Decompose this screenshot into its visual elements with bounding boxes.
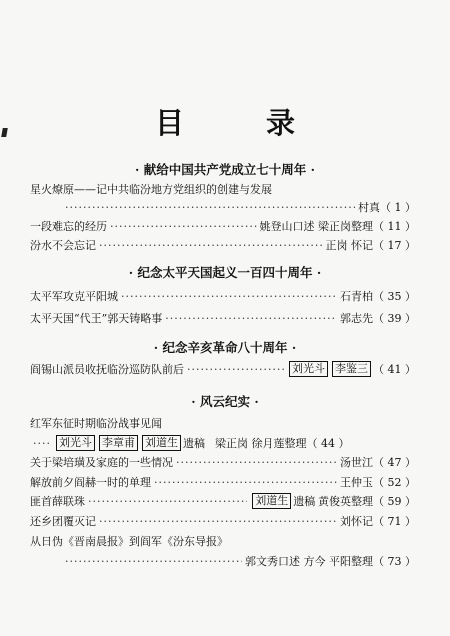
leader-dots (99, 239, 323, 252)
entry-title: 从日伪《晋南晨报》到阎军《汾东导报》 (30, 535, 228, 548)
entry-author: 黄俊英整理 (318, 495, 373, 508)
leader-dots (65, 555, 242, 568)
toc-entry-6 (30, 360, 416, 378)
entry-title: 太平天国“代王”郭天铸略事 (30, 312, 163, 325)
entry-title: 红军东征时期临汾战事见闻 (30, 417, 162, 430)
section-heading-xinhai-80: · 纪念辛亥革命八十周年 · (153, 340, 297, 355)
leader-dots (33, 437, 51, 450)
entry-page: （ 47 ） (373, 456, 416, 469)
leader-dots (110, 220, 257, 233)
boxed-name: 李鉴三 (332, 361, 371, 377)
toc-entry-7-ref (30, 434, 416, 452)
entry-title: 解放前夕阎赫一时的单理 (30, 476, 151, 489)
entry-author: 正岗 怀记 (325, 239, 373, 252)
toc-entry-10 (30, 492, 416, 510)
entry-page: （ 39 ） (373, 312, 416, 325)
entry-page: （ 17 ） (373, 239, 416, 252)
leader-dots (88, 495, 247, 508)
toc-entry-1-ref (62, 198, 416, 216)
entry-author: 刘怀记 (340, 515, 373, 528)
entry-author: 石青柏 (340, 290, 373, 303)
section-heading-fengyun: · 风云纪实 · (191, 394, 259, 409)
entry-title: 关于梁培璜及家庭的一些情况 (30, 456, 173, 469)
boxed-name: 李章甫 (99, 435, 138, 451)
entry-title: 还乡团覆灭记 (30, 515, 96, 528)
entry-author: 汤世江 (340, 456, 373, 469)
entry-page: （ 71 ） (373, 515, 416, 528)
entry-title: 汾水不会忘记 (30, 239, 96, 252)
entry-page: （ 44 ） (306, 437, 350, 450)
entry-page: （ 1 ） (380, 201, 416, 214)
leader-dots (154, 476, 337, 489)
entry-suffix: 遗稿 (183, 437, 205, 450)
entry-page: （ 73 ） (373, 555, 416, 568)
entry-author: 郭志先 (340, 312, 373, 325)
leader-dots (65, 201, 355, 214)
toc-entry-12-title (30, 532, 416, 550)
toc-entry-2 (30, 217, 416, 235)
entry-title: 星火燎原——记中共临汾地方党组织的创建与发展 (30, 183, 272, 196)
entry-page: （ 41 ） (373, 363, 416, 376)
entry-author: 王仲玉 (340, 476, 373, 489)
boxed-name: 刘道生 (252, 493, 291, 509)
boxed-name: 刘光斗 (56, 435, 95, 451)
boxed-name: 刘道生 (142, 435, 181, 451)
leader-dots (121, 290, 337, 303)
entry-title: 匪首薛联珠 (30, 495, 85, 508)
entry-author: 村真 (358, 201, 380, 214)
leader-dots (99, 515, 337, 528)
leader-dots (176, 456, 337, 469)
entry-page: （ 11 ） (373, 220, 416, 233)
leader-dots (165, 312, 337, 325)
entry-author: 郭文秀口述 方今 平阳整理 (245, 555, 373, 568)
entry-page: （ 52 ） (373, 476, 416, 489)
leader-dots (187, 363, 284, 376)
toc-entry-12-ref (62, 552, 416, 570)
toc-entry-1-title (30, 180, 416, 198)
entry-title: 阎锡山派员收抚临汾巡防队前后 (30, 363, 184, 376)
entry-title: 一段难忘的经历 (30, 220, 107, 233)
toc-entry-7-title (30, 414, 416, 432)
entry-page: （ 59 ） (373, 495, 416, 508)
toc-entry-5 (30, 309, 416, 327)
page-title: 目 录 (154, 106, 332, 140)
toc-entry-4 (30, 287, 416, 305)
section-heading-taiping-140: · 纪念太平天国起义一百四十周年 · (128, 265, 322, 280)
entry-author: 梁正岗 徐月莲整理 (215, 437, 307, 450)
toc-entry-11 (30, 512, 416, 530)
entry-suffix: 遗稿 (293, 495, 316, 508)
entry-author: 姚登山口述 梁正岗整理 (259, 220, 373, 233)
toc-entry-3 (30, 236, 416, 254)
toc-entry-8 (30, 453, 416, 471)
entry-page: （ 35 ） (373, 290, 416, 303)
toc-entry-9 (30, 473, 416, 491)
entry-title: 太平军攻克平阳城 (30, 290, 118, 303)
section-heading-party-70: · 献给中国共产党成立七十周年 · (135, 162, 315, 177)
boxed-name: 刘光斗 (289, 361, 328, 377)
